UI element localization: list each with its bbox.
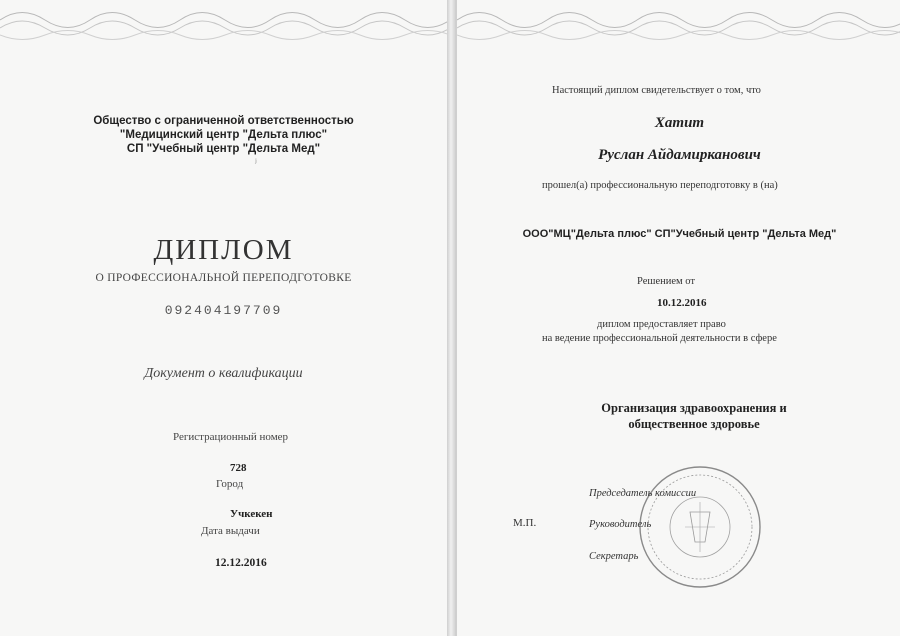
certifies-text: Настоящий диплом свидетельствует о том, что — [552, 85, 761, 96]
graduate-surname: Хатит — [654, 115, 705, 131]
specialty — [574, 400, 814, 432]
issue-date-label: Дата выдачи — [201, 525, 260, 537]
organization-line-2: "Медицинский центр "Дельта плюс" — [119, 129, 328, 141]
diploma-subtitle: О ПРОФЕССИОНАЛЬНОЙ ПЕРЕПОДГОТОВКЕ — [95, 272, 352, 284]
training-institution: ООО"МЦ"Дельта плюс" СП"Учебный центр "Дельта Мед" — [522, 228, 837, 240]
decision-label: Решением от — [637, 276, 695, 287]
registration-label: Регистрационный номер — [173, 431, 289, 443]
organization-line-1: Общество с ограниченной ответственностью — [93, 115, 354, 127]
seal-place-label: М.П. — [513, 517, 537, 529]
round-seal-stamp — [635, 462, 765, 592]
organization-line-3: СП "Учебный центр "Дельта Мед" — [126, 143, 321, 155]
diploma-left-page — [0, 0, 449, 636]
document-type: Документ о квалификации — [144, 366, 303, 381]
diploma-title: ДИПЛОМ — [153, 234, 294, 266]
head-signature-label: Руководитель — [589, 519, 652, 530]
grants-right-text-line-2: на ведение профессиональной деятельности в сфере — [542, 333, 777, 344]
registration-value: 728 — [230, 462, 247, 474]
city-value: Учкекен — [230, 508, 273, 520]
decorative-border-ornament — [0, 0, 447, 60]
issue-date-value: 12.12.2016 — [215, 557, 267, 569]
secretary-signature-label: Секретарь — [589, 551, 639, 562]
issuing-organization — [0, 114, 447, 156]
completed-training-text: прошел(а) профессиональную переподготовку в (на) — [542, 180, 778, 191]
chairman-signature-label: Председатель комиссии — [589, 488, 697, 499]
specialty-line-2: общественное здоровье — [628, 417, 760, 431]
serial-number: 092404197709 — [164, 303, 283, 318]
decorative-border-ornament — [457, 0, 900, 60]
page-gutter — [447, 0, 455, 636]
diploma-right-page — [455, 0, 900, 636]
specialty-line-1: Организация здравоохранения и — [601, 401, 787, 415]
small-mark: ʲ — [255, 157, 257, 168]
grants-right-text-line-1: диплом предоставляет право — [597, 319, 726, 330]
city-label: Город — [216, 478, 244, 490]
decision-date: 10.12.2016 — [657, 297, 707, 309]
graduate-name-patronymic: Руслан Айдамирканович — [598, 147, 761, 163]
